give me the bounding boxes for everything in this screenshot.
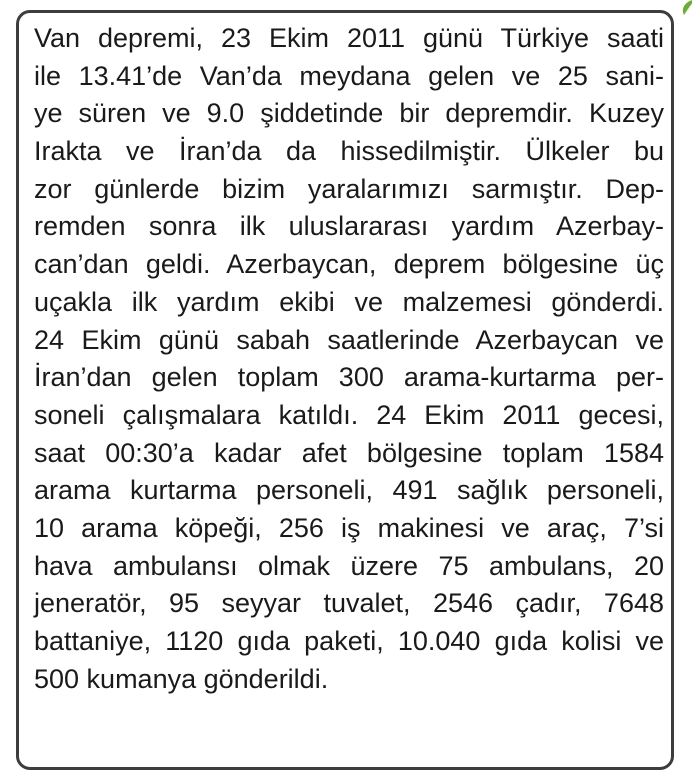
passage-line: jeneratör, 95 seyyar tuvalet, 2546 çadır, 7648	[34, 588, 664, 619]
passage-text	[34, 20, 664, 698]
passage-line: ile 13.41’de Van’da meydana gelen ve 25 sani-	[34, 60, 664, 91]
leaf-icon	[678, 0, 692, 22]
passage-line: zor günlerde bizim yaralarımızı sarmıştır. Dep-	[34, 173, 664, 204]
passage-line: remden sonra ilk uluslararası yardım Azerbay-	[34, 211, 664, 242]
passage-line: battaniye, 1120 gıda paketi, 10.040 gıda kolisi ve	[34, 626, 664, 656]
passage-line: soneli çalışmalara katıldı. 24 Ekim 2011 gecesi,	[34, 399, 664, 430]
passage-line: uçakla ilk yardım ekibi ve malzemesi gönderdi.	[34, 286, 664, 317]
passage-line: Van depremi, 23 Ekim 2011 günü Türkiye saati	[34, 23, 664, 53]
passage-line: 10 arama köpeği, 256 iş makinesi ve araç, 7’si	[34, 512, 664, 543]
passage-line: Irakta ve İran’da da hissedilmiştir. Ülkeler bu	[34, 136, 664, 167]
passage-line: saat 00:30’a kadar afet bölgesine toplam 1584	[34, 437, 664, 468]
passage-line: ye süren ve 9.0 şiddetinde bir depremdir. Kuzey	[34, 98, 664, 129]
passage-line: hava ambulansı olmak üzere 75 ambulans, 20	[34, 550, 664, 581]
passage-line: İran’dan gelen toplam 300 arama-kurtarma per-	[34, 362, 664, 393]
passage-line: can’dan geldi. Azerbaycan, deprem bölgesine üç	[34, 249, 664, 280]
passage-line: 500 kumanya gönderildi.	[34, 663, 329, 694]
passage-line: arama kurtarma personeli, 491 sağlık personeli,	[34, 475, 664, 506]
passage-line: 24 Ekim günü sabah saatlerinde Azerbaycan ve	[34, 324, 664, 355]
